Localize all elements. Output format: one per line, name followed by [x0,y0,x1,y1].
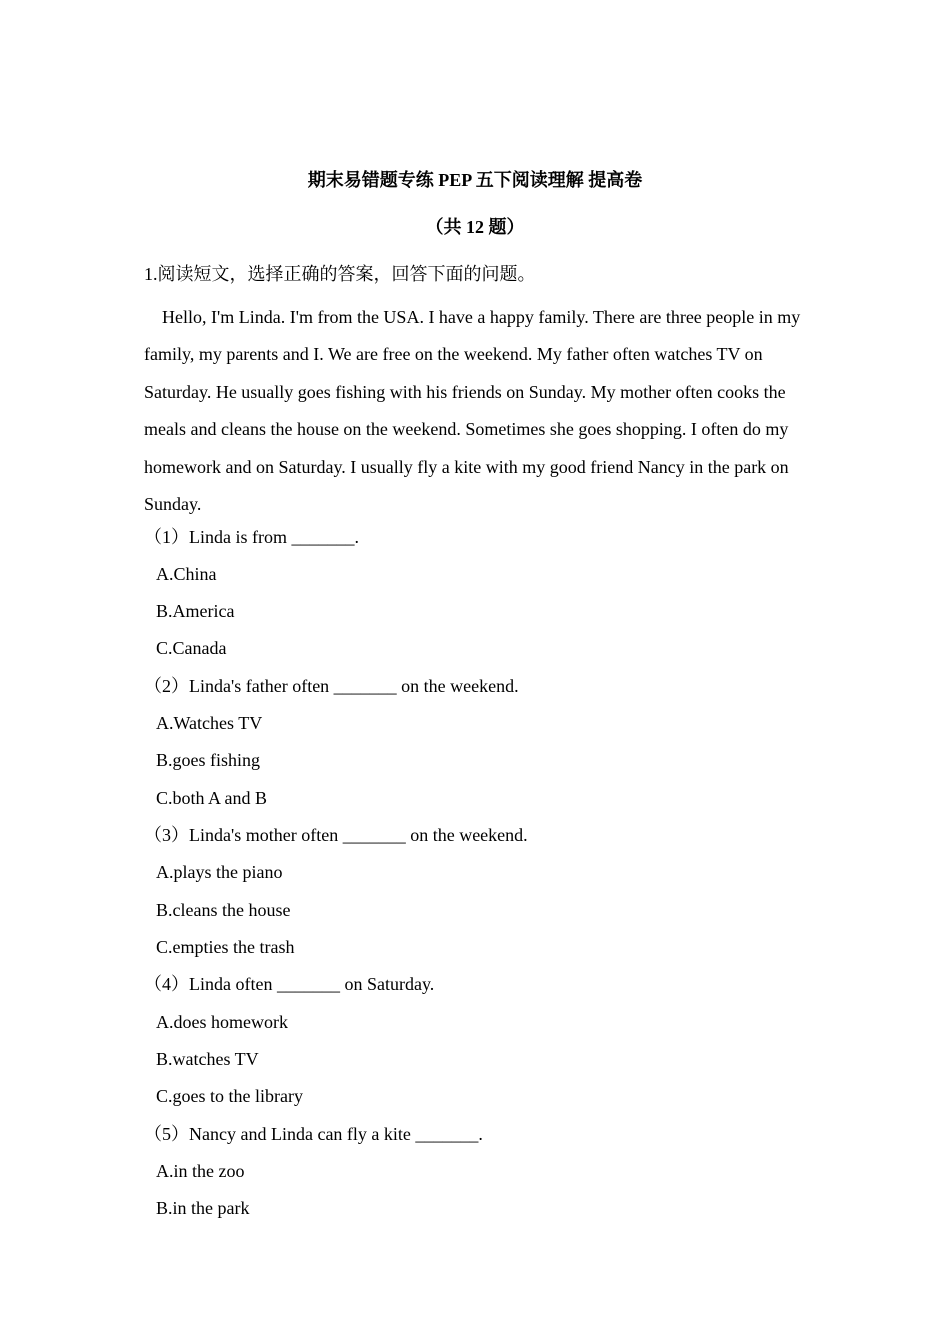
option-1c: C.Canada [156,638,227,658]
option-1a: A.China [156,564,217,584]
option-4a: A.does homework [156,1012,288,1032]
option-2a: A.Watches TV [156,713,263,733]
sub-question-3: （3）Linda's mother often _______ on the weekend. [144,825,528,845]
option-3b: B.cleans the house [156,900,291,920]
option-1b: B.America [156,601,235,621]
option-4b: B.watches TV [156,1049,259,1069]
option-2c: C.both A and B [156,788,268,808]
option-5a: A.in the zoo [156,1161,245,1181]
option-4c: C.goes to the library [156,1086,303,1106]
sub-question-1: （1）Linda is from _______. [144,527,359,547]
document-subtitle: （共 12 题） [425,217,525,237]
question-1-instruction: 1.阅读短文，选择正确的答案，回答下面的问题。 [144,264,536,284]
option-3a: A.plays the piano [156,862,283,882]
sub-question-5: （5）Nancy and Linda can fly a kite _______. [144,1124,483,1144]
sub-question-2: （2）Linda's father often _______ on the weekend. [144,676,519,696]
option-2b: B.goes fishing [156,750,261,770]
passage-text: Hello, I'm Linda. I'm from the USA. I have a happy family. There are three people in my family, my parents and I. We are free on the weekend. My father often watches TV on Saturday. He usually goes fishing with his friends on Sunday. My mother often cooks the meals and cleans the house on the weekend. Sometimes she goes shopping. I often do my homework and on Saturday. I usually fly a kite with my good friend Nancy in the park on Sunday. [144,307,801,515]
document-title: 期末易错题专练 PEP 五下阅读理解 提高卷 [307,170,643,190]
option-3c: C.empties the trash [156,937,295,957]
option-5b: B.in the park [156,1198,250,1218]
reading-passage [144,299,812,523]
sub-question-4: （4）Linda often _______ on Saturday. [144,974,435,994]
